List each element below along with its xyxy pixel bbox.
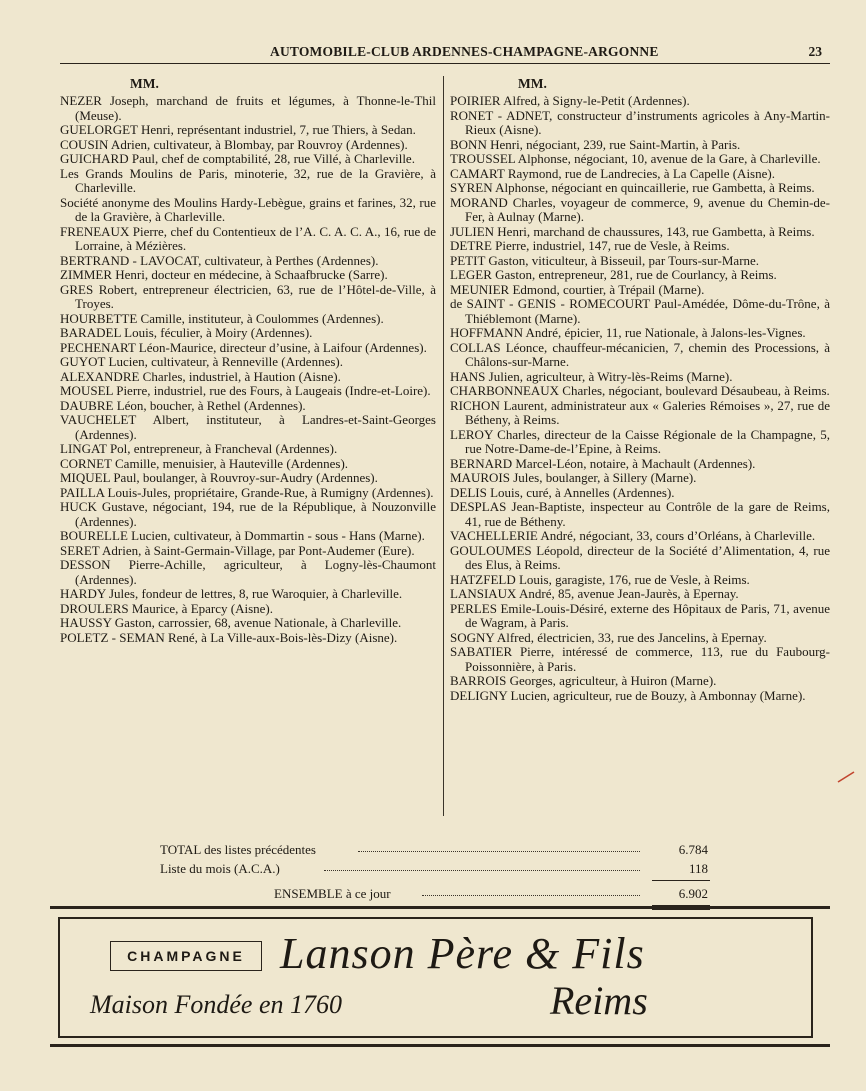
member-entry: LEGER Gaston, entrepreneur, 281, rue de Courlancy, à Reims. — [450, 267, 777, 282]
member-entry: CAMART Raymond, rue de Landrecies, à La Capelle (Aisne). — [450, 165, 775, 181]
total-previous-row — [160, 842, 710, 861]
advertisement-box — [58, 917, 813, 1038]
member-entry: SERET Adrien, à Saint-Germain-Village, par Pont-Audemer (Eure). — [60, 542, 415, 558]
total-previous-value: 6.784 — [678, 842, 708, 857]
member-entry: COUSIN Adrien, cultivateur, à Blombay, par Rouvroy (Ardennes). — [60, 136, 408, 152]
member-entry: HOFFMANN André, épicier, 11, rue Nationale, à Jalons-les-Vignes. — [450, 325, 806, 340]
member-entry: Société anonyme des Moulins Hardy-Lebègue, grains et farines, 32, rue de la Gravière, à Charleville. — [60, 194, 436, 224]
member-entry: FRENEAUX Pierre, chef du Contentieux de l’A. C. A. C. A., 16, rue de Lorraine, à Mézières. — [60, 223, 436, 253]
member-entry: BOURELLE Lucien, cultivateur, à Dommartin - sous - Hans (Marne). — [60, 528, 425, 543]
member-entry: ALEXANDRE Charles, industriel, à Haution (Aisne). — [60, 368, 341, 384]
member-entry: DETRE Pierre, industriel, 147, rue de Vesle, à Reims. — [450, 238, 730, 253]
running-title: AUTOMOBILE-CLUB ARDENNES-CHAMPAGNE-ARGONNE — [270, 44, 659, 59]
left-column — [60, 76, 436, 645]
total-previous-label: TOTAL des listes précédentes — [160, 842, 316, 857]
ad-top-rule — [50, 906, 830, 909]
member-entry: DAUBRE Léon, boucher, à Rethel (Ardennes). — [60, 397, 306, 413]
ad-founded: Maison Fondée en 1760 — [90, 990, 343, 1019]
member-entry: RONET - ADNET, constructeur d’instruments agricoles à Any-Martin-Rieux (Aisne). — [450, 107, 830, 137]
member-entry: HATZFELD Louis, garagiste, 176, rue de Vesle, à Reims. — [450, 571, 750, 587]
member-entry: POIRIER Alfred, à Signy-le-Petit (Ardennes). — [450, 93, 690, 108]
leader-dots — [324, 870, 640, 871]
member-entry: PAILLA Louis-Jules, propriétaire, Grande-Rue, à Rumigny (Ardennes). — [60, 484, 434, 500]
member-entry: BARROIS Georges, agriculteur, à Huiron (Marne). — [450, 673, 717, 688]
member-entry: GRES Robert, entrepreneur électricien, 63, rue de l’Hôtel-de-Ville, à Troyes. — [60, 281, 436, 311]
member-entry: NEZER Joseph, marchand de fruits et légumes, à Thonne-le-Thil (Meuse). — [60, 93, 436, 123]
member-entry: LANSIAUX André, 85, avenue Jean-Jaurès, à Epernay. — [450, 586, 739, 601]
page-number: 23 — [808, 44, 822, 59]
member-entry: CHARBONNEAUX Charles, négociant, boulevard Désaubeau, à Reims. — [450, 383, 830, 398]
member-entry: COLLAS Léonce, chauffeur-mécanicien, 7, chemin des Processions, à Châlons-sur-Marne. — [450, 339, 830, 369]
member-entry: DESSON Pierre-Achille, agriculteur, à Logny-lès-Chaumont (Ardennes). — [60, 557, 436, 587]
column-divider — [443, 76, 444, 816]
member-entry: PERLES Emile-Louis-Désiré, externe des Hôpitaux de Paris, 71, avenue de Wagram, à Paris. — [450, 600, 830, 630]
member-entry: JULIEN Henri, marchand de chaussures, 143, rue Gambetta, à Reims. — [450, 223, 815, 239]
member-entry: DESPLAS Jean-Baptiste, inspecteur au Contrôle de la gare de Reims, 41, rue de Bétheny. — [450, 499, 830, 529]
member-entry: BERNARD Marcel-Léon, notaire, à Machault (Ardennes). — [450, 455, 756, 471]
leader-dots — [422, 895, 640, 896]
member-entry: HUCK Gustave, négociant, 194, rue de la République, à Nouzonville (Ardennes). — [60, 499, 436, 529]
total-grand-label: ENSEMBLE à ce jour — [274, 886, 391, 901]
member-entry: GUELORGET Henri, représentant industriel, 7, rue Thiers, à Sedan. — [60, 122, 416, 137]
member-entry: GUICHARD Paul, chef de comptabilité, 28, rue Villé, à Charleville. — [60, 151, 415, 166]
total-grand-row — [160, 886, 710, 905]
member-entry: GOULOUMES Léopold, directeur de la Société d’Alimentation, 4, rue des Elus, à Reims. — [450, 542, 830, 572]
member-entry: VACHELLERIE André, négociant, 33, cours d’Orléans, à Charleville. — [450, 528, 816, 543]
ad-bottom-rule — [50, 1044, 830, 1047]
member-entry: Les Grands Moulins de Paris, minoterie, 32, rue de la Gravière, à Charleville. — [60, 165, 436, 195]
member-entry: BONN Henri, négociant, 239, rue Saint-Martin, à Paris. — [450, 136, 741, 152]
member-entry: BERTRAND - LAVOCAT, cultivateur, à Perthes (Ardennes). — [60, 252, 379, 268]
total-month-label: Liste du mois (A.C.A.) — [160, 861, 280, 876]
member-entry: de SAINT - GENIS - ROMECOURT Paul-Amédée, Dôme-du-Trône, à Thiéblemont (Marne). — [450, 296, 830, 326]
member-entry: MORAND Charles, voyageur de commerce, 9, avenue du Chemin-de-Fer, à Aulnay (Marne). — [450, 194, 830, 224]
member-entry: BARADEL Louis, féculier, à Moiry (Ardennes). — [60, 325, 313, 340]
leader-dots — [358, 851, 640, 852]
pencil-mark-icon — [836, 770, 856, 784]
member-entry: POLETZ - SEMAN René, à La Ville-aux-Bois-lès-Dizy (Aisne). — [60, 629, 398, 645]
member-entry: HANS Julien, agriculteur, à Witry-lès-Reims (Marne). — [450, 368, 733, 384]
member-entry: MOUSEL Pierre, industriel, rue des Fours, à Laugeais (Indre-et-Loire). — [60, 383, 431, 398]
member-entry: MEUNIER Edmond, courtier, à Trépail (Marne). — [450, 281, 705, 297]
total-month-value: 118 — [688, 861, 708, 876]
member-entry: GUYOT Lucien, cultivateur, à Renneville (Ardennes). — [60, 354, 343, 369]
member-entry: DROULERS Maurice, à Eparcy (Aisne). — [60, 600, 273, 616]
ad-champagne-label: CHAMPAGNE — [110, 941, 262, 971]
member-entry: SOGNY Alfred, électricien, 33, rue des Jancelins, à Epernay. — [450, 629, 767, 645]
member-entry: HARDY Jules, fondeur de lettres, 8, rue Waroquier, à Charleville. — [60, 586, 403, 601]
member-entry: VAUCHELET Albert, instituteur, à Landres-et-Saint-Georges (Ardennes). — [60, 412, 436, 442]
member-entry: DELIGNY Lucien, agriculteur, rue de Bouzy, à Ambonnay (Marne). — [450, 687, 806, 703]
ad-city: Reims — [550, 978, 648, 1023]
totals-block — [160, 842, 710, 905]
page-header — [60, 44, 830, 64]
column-heading: MM. — [518, 76, 547, 91]
member-entry: CORNET Camille, menuisier, à Hauteville (Ardennes). — [60, 455, 349, 471]
member-entry: PECHENART Léon-Maurice, directeur d’usine, à Laifour (Ardennes). — [60, 339, 427, 355]
member-entry: HAUSSY Gaston, carrossier, 68, avenue Nationale, à Charleville. — [60, 615, 402, 630]
column-heading: MM. — [130, 76, 159, 91]
member-entry: PETIT Gaston, viticulteur, à Bisseuil, par Tours-sur-Marne. — [450, 252, 760, 268]
right-column — [450, 76, 830, 703]
member-entry: SYREN Alphonse, négociant en quincaillerie, rue Gambetta, à Reims. — [450, 180, 815, 195]
member-entry: LEROY Charles, directeur de la Caisse Régionale de la Champagne, 5, rue Notre-Dame-de-l’Epine, à Reims. — [450, 426, 830, 456]
member-entry: TROUSSEL Alphonse, négociant, 10, avenue de la Gare, à Charleville. — [450, 151, 821, 166]
member-entry: MAUROIS Jules, boulanger, à Sillery (Marne). — [450, 470, 697, 485]
member-entry: RICHON Laurent, administrateur aux « Galeries Rémoises », 27, rue de Bétheny, à Reims. — [450, 397, 830, 427]
total-month-row — [160, 861, 710, 880]
member-entry: ZIMMER Henri, docteur en médecine, à Schaafbrucke (Sarre). — [60, 267, 388, 282]
ad-house-name: Lanson Père & Fils — [280, 929, 645, 978]
member-entry: MIQUEL Paul, boulanger, à Rouvroy-sur-Audry (Ardennes). — [60, 470, 378, 485]
sum-rule — [652, 880, 710, 881]
member-entry: HOURBETTE Camille, instituteur, à Coulommes (Ardennes). — [60, 310, 384, 326]
member-entry: DELIS Louis, curé, à Annelles (Ardennes). — [450, 484, 675, 500]
header-rule — [60, 63, 830, 64]
member-entry: SABATIER Pierre, intéressé de commerce, 113, rue du Faubourg-Poissonnière, à Paris. — [450, 644, 830, 674]
total-grand-value: 6.902 — [678, 886, 708, 901]
member-entry: LINGAT Pol, entrepreneur, à Francheval (Ardennes). — [60, 441, 338, 456]
